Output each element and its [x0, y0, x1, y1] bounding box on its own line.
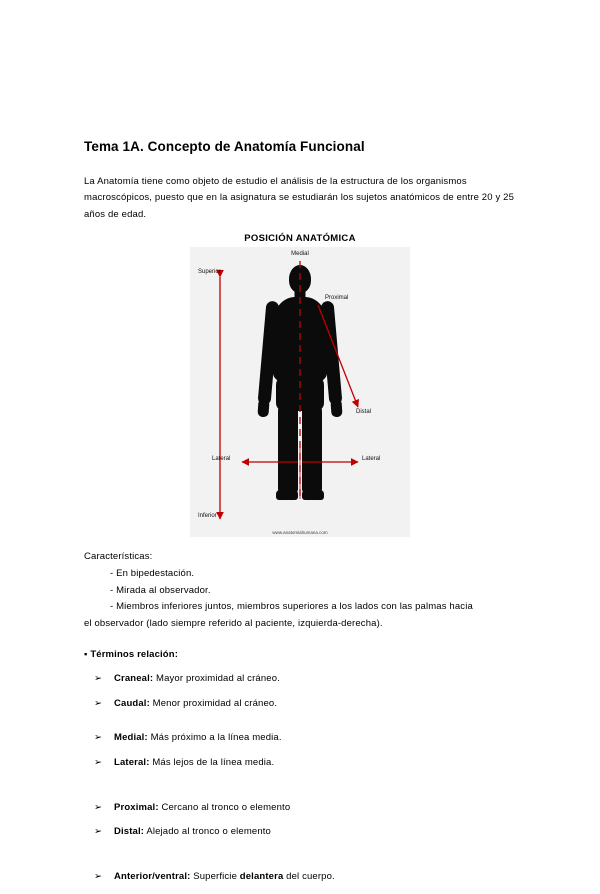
label-lateral-left: Lateral — [212, 456, 231, 463]
spacer — [84, 790, 516, 800]
term-item — [84, 869, 516, 886]
term-label: Caudal: — [114, 697, 150, 709]
spacer — [84, 720, 516, 730]
terms-heading-label: Términos relación: — [90, 648, 179, 660]
bullet-icon: ▪ — [84, 648, 88, 660]
figure-caption: POSICIÓN ANATÓMICA — [244, 233, 356, 245]
label-inferior: Inferior — [198, 513, 217, 520]
anatomical-position-figure — [84, 233, 516, 537]
label-distal: Distal — [356, 409, 372, 416]
spacer — [84, 849, 516, 859]
terms-heading — [84, 647, 516, 664]
term-label: Craneal: — [114, 673, 154, 685]
spacer — [84, 859, 516, 869]
term-description: Menor proximidad al cráneo. — [149, 697, 278, 709]
figure-arrows — [190, 247, 410, 537]
characteristics-title: Características: — [84, 551, 153, 563]
arrow-bullet-icon: ➢ — [94, 870, 103, 882]
term-item — [84, 671, 516, 688]
page-title: Tema 1A. Concepto de Anatomía Funcional — [84, 139, 365, 154]
term-description: Más lejos de la línea media. — [149, 757, 275, 769]
intro-paragraph: La Anatomía tiene como objeto de estudio el análisis de la estructura de los organismos macroscópicos, puesto que en la asignatura se estudiarán los sujetos anatómicos de entre 20 y 25 años de edad. — [84, 175, 515, 220]
spacer — [84, 780, 516, 790]
arrow-bullet-icon: ➢ — [94, 732, 103, 744]
characteristics-block — [84, 549, 516, 632]
term-description: Mayor proximidad al cráneo. — [153, 673, 280, 685]
characteristics-item: - Mirada al observador. — [110, 584, 211, 596]
term-description: Superficie — [190, 870, 240, 882]
term-label: Proximal: — [114, 801, 159, 813]
characteristics-item: - Miembros inferiores juntos, miembros superiores a los lados con las palmas hacia — [110, 601, 473, 613]
term-description: Alejado al tronco o elemento — [144, 826, 271, 838]
term-description: Cercano al tronco o elemento — [158, 801, 291, 813]
term-item — [84, 824, 516, 841]
term-label: Distal: — [114, 826, 145, 838]
term-item — [84, 696, 516, 713]
terms-section — [84, 647, 516, 886]
figure-credit: www.anatomiahumana.com — [272, 530, 328, 536]
label-superior: Superior — [198, 269, 221, 276]
characteristics-item: - En bipedestación. — [110, 568, 195, 580]
arrow-bullet-icon: ➢ — [94, 801, 103, 813]
arrow-bullet-icon: ➢ — [94, 673, 103, 685]
label-lateral-right: Lateral — [362, 456, 381, 463]
term-item — [84, 755, 516, 772]
term-description-tail: del cuerpo. — [283, 870, 335, 882]
document-content — [84, 138, 516, 894]
figure-image — [190, 247, 410, 537]
label-proximal: Proximal — [325, 295, 349, 302]
term-label: Anterior/ventral: — [114, 870, 191, 882]
arrow-bullet-icon: ➢ — [94, 826, 103, 838]
characteristics-item-continuation: el observador (lado siempre referido al paciente, izquierda-derecha). — [84, 617, 383, 629]
label-medial: Medial — [291, 251, 309, 258]
term-label: Medial: — [114, 732, 148, 744]
arrow-bullet-icon: ➢ — [94, 697, 103, 709]
term-label: Lateral: — [114, 757, 150, 769]
term-item — [84, 800, 516, 817]
arrow-bullet-icon: ➢ — [94, 757, 103, 769]
term-item — [84, 730, 516, 747]
term-description-emphasis: delantera — [239, 870, 284, 882]
term-description: Más próximo a la línea media. — [147, 732, 282, 744]
